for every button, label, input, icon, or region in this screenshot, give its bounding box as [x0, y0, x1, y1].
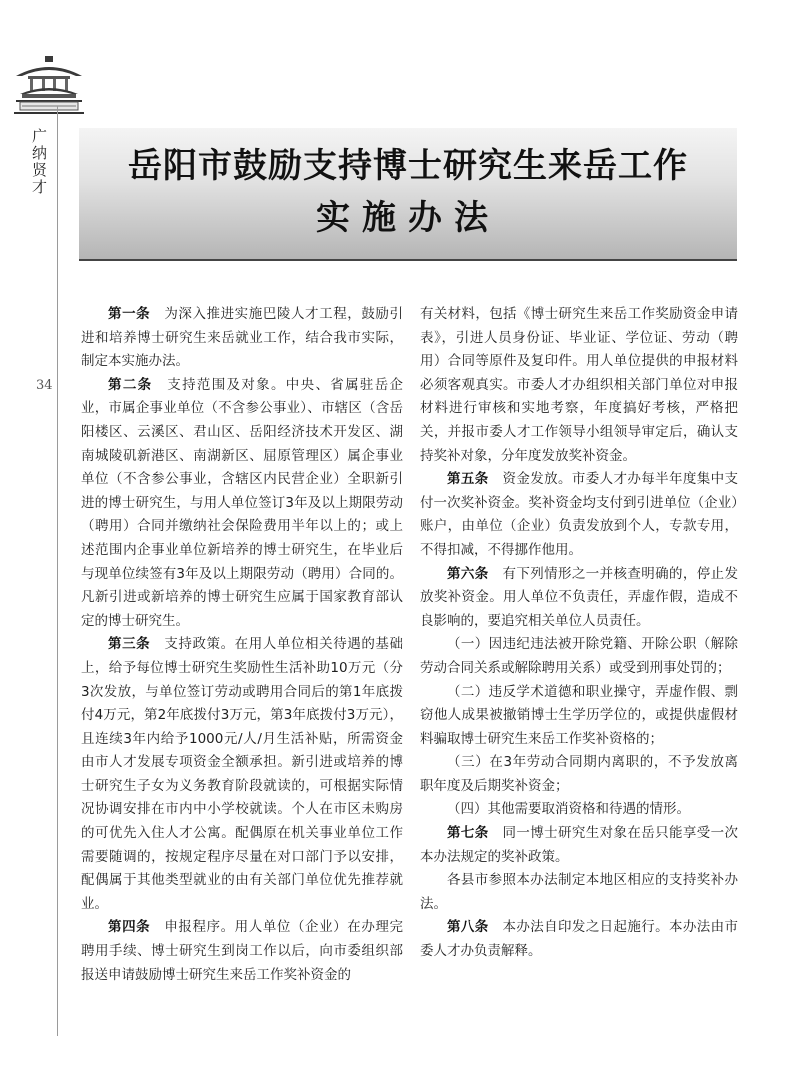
article-paragraph	[420, 468, 738, 562]
article-paragraph	[420, 916, 738, 963]
article-number: 第七条	[447, 825, 489, 842]
article-paragraph	[420, 822, 738, 869]
article-text: 支持范围及对象。中央、省属驻岳企业，市属企事业单位（不含参公事业）、市辖区（含岳阳楼区、云溪区、君山区、岳阳经济技术开发区、湖南城陵矶新港区、南湖新区、屈原管理区）属企事业单位（不含参公事业，含辖区内民营企业）全职新引进的博士研究生，与用人单位签订3年及以上期限劳动（聘用）合同并缴纳社会保险费用半年以上的；或上述范围内企事业单位新培养的博士研究生，在毕业后与现单位续签有3年及以上期限劳动（聘用）合同的。凡新引进或新培养的博士研究生应属于国家教育部认定的博士研究生。	[81, 376, 404, 629]
article-number: 第四条	[108, 919, 151, 936]
article-text: 有关材料，包括《博士研究生来岳工作奖励资金申请表》，引进人员身份证、毕业证、学位证、劳动（聘用）合同等原件及复印件。用人单位提供的申报材料必须客观真实。市委人才办组织相关部门单位对申报材料进行审核和实地考察，年度搞好考核，严格把关，并报市委人才工作领导小组领导审定后，确认支持奖补对象，分年度发放奖补资金。	[420, 306, 738, 464]
article-text: 同一博士研究生对象在岳只能享受一次本办法规定的奖补政策。	[420, 825, 738, 865]
article-paragraph	[420, 633, 738, 680]
article-paragraph	[420, 798, 738, 822]
left-column	[81, 303, 403, 987]
article-paragraph	[81, 303, 403, 374]
article-paragraph	[420, 751, 738, 798]
article-text: 有下列情形之一并核查明确的，停止发放奖补资金。用人单位不负责任，弄虚作假，造成不良影响的，要追究相关单位人员责任。	[420, 565, 738, 629]
article-text: 资金发放。市委人才办每半年度集中支付一次奖补资金。奖补资金均支付到引进单位（企业）账户，由单位（企业）负责发放到个人，专款专用，不得扣减，不得挪作他用。	[420, 471, 738, 558]
article-text: （二）违反学术道德和职业操守，弄虚作假、剽窃他人成果被撤销博士生学历学位的，或提供虚假材料骗取博士研究生来岳工作奖补资格的；	[420, 683, 738, 747]
article-text: 为深入推进实施巴陵人才工程，鼓励引进和培养博士研究生来岳就业工作，结合我市实际，制定本实施办法。	[81, 306, 404, 370]
article-paragraph	[81, 916, 403, 987]
article-number: 第六条	[447, 565, 489, 582]
article-text: 申报程序。用人单位（企业）在办理完聘用手续、博士研究生到岗工作以后，向市委组织部报送申请鼓励博士研究生来岳工作奖补资金的	[81, 919, 404, 983]
article-number: 第八条	[447, 919, 489, 936]
pavilion-icon	[12, 54, 86, 116]
article-number: 第五条	[447, 471, 489, 488]
page-number: 34	[36, 378, 53, 393]
section-label: 广纳贤才	[30, 128, 48, 196]
article-paragraph	[81, 374, 403, 634]
article-paragraph	[81, 633, 403, 916]
article-text: （一）因违纪违法被开除党籍、开除公职（解除劳动合同关系或解除聘用关系）或受到刑事处罚的；	[420, 636, 738, 676]
article-number: 第一条	[108, 306, 151, 322]
title-underline	[79, 259, 737, 261]
right-column	[420, 303, 738, 964]
article-number: 第三条	[108, 636, 151, 653]
side-divider	[57, 106, 58, 1036]
article-paragraph	[420, 681, 738, 752]
article-text: 各县市参照本办法制定本地区相应的支持奖补办法。	[420, 872, 738, 912]
article-text: （四）其他需要取消资格和待遇的情形。	[447, 801, 690, 818]
article-text: （三）在3年劳动合同期内离职的，不予发放离职年度及后期奖补资金；	[420, 754, 738, 794]
article-paragraph	[420, 869, 738, 916]
page-subtitle: 实施办法	[316, 198, 500, 238]
page-title: 岳阳市鼓励支持博士研究生来岳工作	[128, 146, 688, 186]
article-paragraph	[420, 303, 738, 468]
article-text: 本办法自印发之日起施行。本办法由市委人才办负责解释。	[420, 919, 738, 960]
article-number: 第二条	[108, 376, 153, 393]
article-paragraph	[420, 563, 738, 634]
article-text: 支持政策。在用人单位相关待遇的基础上，给予每位博士研究生奖励性生活补助10万元（分3次发放，与单位签订劳动或聘用合同后的第1年底拨付4万元，第2年底拨付3万元，第3年底拨付3万元），且连续3年内给予1000元/人/月生活补贴，所需资金由市人才发展专项资金全额承担。新引进或培养的博士研究生子女为义务教育阶段就读的，可根据实际情况协调安排在市内中小学校就读。个人在市区未购房的可优先入住人才公寓。配偶原在机关事业单位工作需要随调的，按规定程序尽量在对口部门予以安排，配偶属于其他类型就业的由有关部门单位优先推荐就业。	[81, 636, 404, 912]
